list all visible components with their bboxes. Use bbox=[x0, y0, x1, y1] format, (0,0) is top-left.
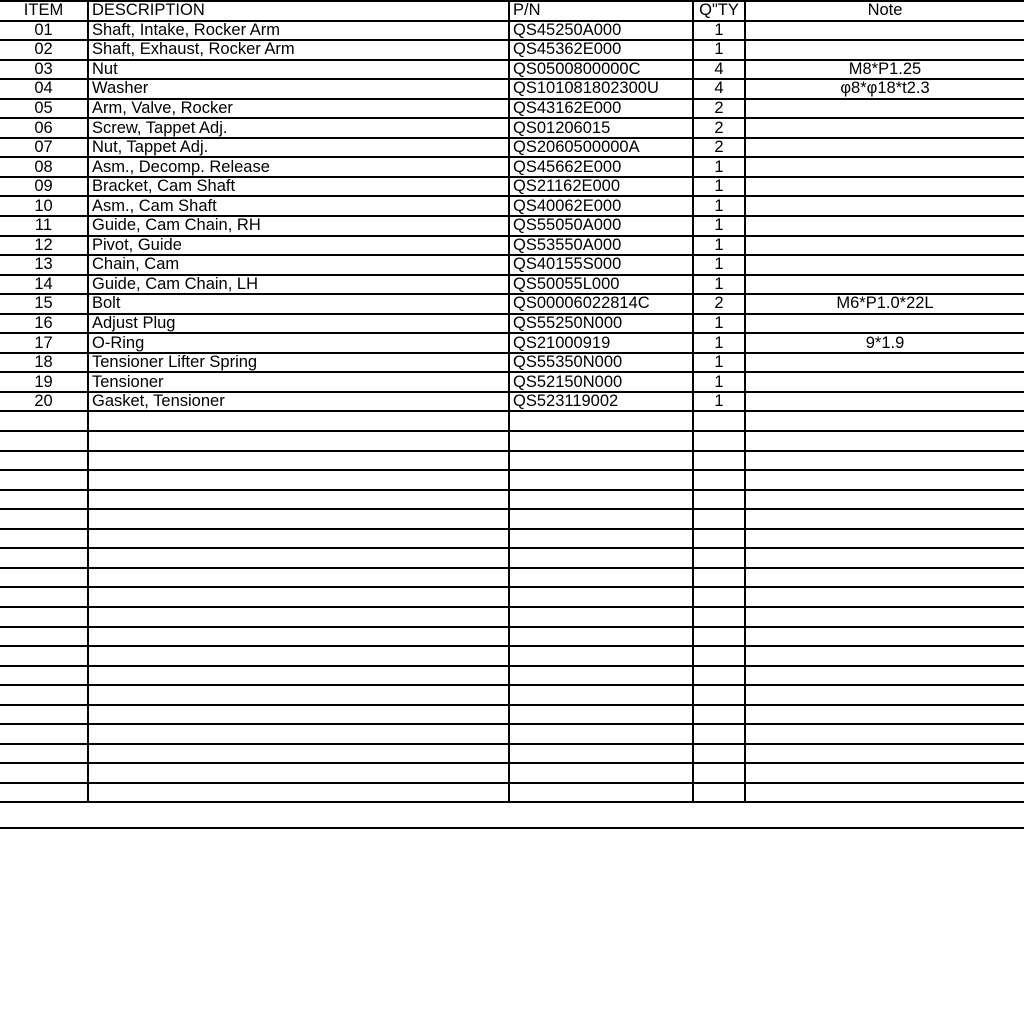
cell-description-empty bbox=[88, 646, 509, 666]
cell-quantity-empty bbox=[693, 529, 745, 549]
table-row bbox=[0, 40, 1024, 60]
header-note: Note bbox=[745, 1, 1024, 21]
header-part-number: P/N bbox=[509, 1, 693, 21]
cell-quantity-empty bbox=[693, 431, 745, 451]
cell-item: 13 bbox=[0, 255, 88, 275]
cell-item-empty bbox=[0, 431, 88, 451]
cell-note bbox=[745, 138, 1024, 158]
cell-quantity-empty bbox=[693, 470, 745, 490]
cell-quantity-empty bbox=[693, 587, 745, 607]
cell-description: Guide, Cam Chain, LH bbox=[88, 275, 509, 295]
cell-item-empty bbox=[0, 705, 88, 725]
empty-row bbox=[0, 529, 1024, 549]
cell-item: 06 bbox=[0, 118, 88, 138]
cell-note-empty bbox=[745, 470, 1024, 490]
cell-item: 01 bbox=[0, 21, 88, 41]
cell-quantity: 1 bbox=[693, 196, 745, 216]
cell-item: 09 bbox=[0, 177, 88, 197]
cell-quantity: 4 bbox=[693, 60, 745, 80]
cell-item: 11 bbox=[0, 216, 88, 236]
table-row bbox=[0, 21, 1024, 41]
cell-item-empty bbox=[0, 490, 88, 510]
cell-note bbox=[745, 275, 1024, 295]
cell-part-number: QS55350N000 bbox=[509, 353, 693, 373]
cell-item-empty bbox=[0, 646, 88, 666]
cell-description-empty bbox=[88, 587, 509, 607]
header-description: DESCRIPTION bbox=[88, 1, 509, 21]
cell-item-empty bbox=[0, 744, 88, 764]
cell-part-number-empty bbox=[509, 451, 693, 471]
cell-description: Nut, Tappet Adj. bbox=[88, 138, 509, 158]
cell-quantity: 2 bbox=[693, 99, 745, 119]
cell-item-empty bbox=[0, 587, 88, 607]
cell-description: Gasket, Tensioner bbox=[88, 392, 509, 412]
cell-part-number-empty bbox=[509, 607, 693, 627]
cell-part-number: QS55250N000 bbox=[509, 314, 693, 334]
cell-item: 17 bbox=[0, 333, 88, 353]
cell-quantity: 1 bbox=[693, 275, 745, 295]
cell-quantity-empty bbox=[693, 490, 745, 510]
empty-row bbox=[0, 744, 1024, 764]
table-row bbox=[0, 392, 1024, 412]
cell-note-empty bbox=[745, 431, 1024, 451]
cell-part-number-empty bbox=[509, 529, 693, 549]
cell-part-number-empty bbox=[509, 627, 693, 647]
cell-part-number-empty bbox=[509, 411, 693, 431]
table-row bbox=[0, 314, 1024, 334]
cell-quantity-empty bbox=[693, 568, 745, 588]
cell-part-number: QS53550A000 bbox=[509, 236, 693, 256]
cell-description: Screw, Tappet Adj. bbox=[88, 118, 509, 138]
cell-item: 19 bbox=[0, 372, 88, 392]
cell-item: 14 bbox=[0, 275, 88, 295]
cell-quantity: 1 bbox=[693, 157, 745, 177]
cell-part-number-empty bbox=[509, 705, 693, 725]
table-body bbox=[0, 21, 1024, 803]
cell-item-empty bbox=[0, 470, 88, 490]
cell-part-number-empty bbox=[509, 666, 693, 686]
cell-item: 16 bbox=[0, 314, 88, 334]
header-item: ITEM bbox=[0, 1, 88, 21]
empty-row bbox=[0, 705, 1024, 725]
cell-item-empty bbox=[0, 666, 88, 686]
cell-quantity: 2 bbox=[693, 294, 745, 314]
cell-part-number: QS21162E000 bbox=[509, 177, 693, 197]
cell-note bbox=[745, 353, 1024, 373]
cell-quantity: 1 bbox=[693, 236, 745, 256]
cell-description-empty bbox=[88, 724, 509, 744]
cell-description: Guide, Cam Chain, RH bbox=[88, 216, 509, 236]
cell-item: 05 bbox=[0, 99, 88, 119]
empty-row bbox=[0, 548, 1024, 568]
cell-description-empty bbox=[88, 783, 509, 803]
cell-quantity-empty bbox=[693, 411, 745, 431]
cell-description-empty bbox=[88, 411, 509, 431]
cell-quantity-empty bbox=[693, 724, 745, 744]
cell-quantity-empty bbox=[693, 705, 745, 725]
cell-note-empty bbox=[745, 568, 1024, 588]
cell-part-number-empty bbox=[509, 685, 693, 705]
table-row bbox=[0, 138, 1024, 158]
cell-part-number: QS21000919 bbox=[509, 333, 693, 353]
cell-note-empty bbox=[745, 587, 1024, 607]
cell-item: 02 bbox=[0, 40, 88, 60]
cell-description-empty bbox=[88, 744, 509, 764]
cell-part-number: QS40155S000 bbox=[509, 255, 693, 275]
empty-row bbox=[0, 411, 1024, 431]
table-row bbox=[0, 275, 1024, 295]
table-row bbox=[0, 79, 1024, 99]
table-row bbox=[0, 60, 1024, 80]
cell-description: Asm., Cam Shaft bbox=[88, 196, 509, 216]
cell-note-empty bbox=[745, 646, 1024, 666]
empty-row bbox=[0, 431, 1024, 451]
table-row bbox=[0, 196, 1024, 216]
cell-description-empty bbox=[88, 627, 509, 647]
cell-note-empty bbox=[745, 411, 1024, 431]
cell-description: Arm, Valve, Rocker bbox=[88, 99, 509, 119]
cell-note-empty bbox=[745, 685, 1024, 705]
cell-description: Bolt bbox=[88, 294, 509, 314]
table-row bbox=[0, 236, 1024, 256]
empty-row bbox=[0, 646, 1024, 666]
cell-quantity-empty bbox=[693, 744, 745, 764]
cell-quantity-empty bbox=[693, 783, 745, 803]
cell-quantity: 1 bbox=[693, 255, 745, 275]
empty-row bbox=[0, 509, 1024, 529]
cell-part-number-empty bbox=[509, 568, 693, 588]
cell-part-number-empty bbox=[509, 490, 693, 510]
cell-note bbox=[745, 255, 1024, 275]
cell-item-empty bbox=[0, 411, 88, 431]
cell-part-number-empty bbox=[509, 783, 693, 803]
empty-row bbox=[0, 666, 1024, 686]
cell-description-empty bbox=[88, 529, 509, 549]
cell-note-empty bbox=[745, 666, 1024, 686]
cell-item-empty bbox=[0, 724, 88, 744]
cell-item-empty bbox=[0, 451, 88, 471]
cell-quantity-empty bbox=[693, 607, 745, 627]
cell-item-empty bbox=[0, 783, 88, 803]
cell-part-number-empty bbox=[509, 548, 693, 568]
cell-quantity: 2 bbox=[693, 138, 745, 158]
cell-item: 12 bbox=[0, 236, 88, 256]
cell-quantity: 1 bbox=[693, 21, 745, 41]
cell-note bbox=[745, 216, 1024, 236]
cell-description: Chain, Cam bbox=[88, 255, 509, 275]
cell-description-empty bbox=[88, 509, 509, 529]
cell-item: 10 bbox=[0, 196, 88, 216]
empty-row bbox=[0, 685, 1024, 705]
cell-note bbox=[745, 392, 1024, 412]
table-row bbox=[0, 353, 1024, 373]
cell-part-number-empty bbox=[509, 744, 693, 764]
cell-note-empty bbox=[745, 705, 1024, 725]
cell-part-number: QS55050A000 bbox=[509, 216, 693, 236]
cell-quantity: 1 bbox=[693, 216, 745, 236]
cell-note bbox=[745, 21, 1024, 41]
cell-description: O-Ring bbox=[88, 333, 509, 353]
cell-quantity: 1 bbox=[693, 40, 745, 60]
empty-row bbox=[0, 568, 1024, 588]
cell-item: 08 bbox=[0, 157, 88, 177]
empty-row bbox=[0, 763, 1024, 783]
header-quantity: Q"TY bbox=[693, 1, 745, 21]
cell-quantity: 1 bbox=[693, 392, 745, 412]
cell-note-empty bbox=[745, 724, 1024, 744]
cell-item-empty bbox=[0, 685, 88, 705]
cell-part-number: QS50055L000 bbox=[509, 275, 693, 295]
cell-description-empty bbox=[88, 607, 509, 627]
cell-item-empty bbox=[0, 509, 88, 529]
cell-part-number: QS45662E000 bbox=[509, 157, 693, 177]
cell-quantity-empty bbox=[693, 627, 745, 647]
cell-description-empty bbox=[88, 490, 509, 510]
bottom-divider bbox=[0, 827, 1024, 829]
cell-item: 03 bbox=[0, 60, 88, 80]
cell-note bbox=[745, 314, 1024, 334]
cell-note bbox=[745, 40, 1024, 60]
empty-row bbox=[0, 470, 1024, 490]
cell-note-empty bbox=[745, 744, 1024, 764]
cell-item-empty bbox=[0, 607, 88, 627]
cell-note: 9*1.9 bbox=[745, 333, 1024, 353]
cell-part-number-empty bbox=[509, 431, 693, 451]
table-row bbox=[0, 372, 1024, 392]
cell-description: Shaft, Intake, Rocker Arm bbox=[88, 21, 509, 41]
cell-description: Bracket, Cam Shaft bbox=[88, 177, 509, 197]
cell-part-number-empty bbox=[509, 646, 693, 666]
cell-part-number-empty bbox=[509, 763, 693, 783]
cell-note bbox=[745, 196, 1024, 216]
cell-item: 15 bbox=[0, 294, 88, 314]
cell-note-empty bbox=[745, 627, 1024, 647]
cell-item-empty bbox=[0, 529, 88, 549]
cell-part-number-empty bbox=[509, 509, 693, 529]
cell-quantity-empty bbox=[693, 548, 745, 568]
cell-description: Asm., Decomp. Release bbox=[88, 157, 509, 177]
cell-note: M8*P1.25 bbox=[745, 60, 1024, 80]
cell-quantity: 1 bbox=[693, 333, 745, 353]
cell-note bbox=[745, 118, 1024, 138]
cell-part-number: QS2060500000A bbox=[509, 138, 693, 158]
cell-description-empty bbox=[88, 705, 509, 725]
cell-description: Washer bbox=[88, 79, 509, 99]
table-row bbox=[0, 333, 1024, 353]
cell-note-empty bbox=[745, 783, 1024, 803]
cell-description: Tensioner bbox=[88, 372, 509, 392]
cell-part-number: QS52150N000 bbox=[509, 372, 693, 392]
table-row bbox=[0, 99, 1024, 119]
cell-item: 04 bbox=[0, 79, 88, 99]
cell-part-number-empty bbox=[509, 587, 693, 607]
cell-item: 18 bbox=[0, 353, 88, 373]
cell-note-empty bbox=[745, 490, 1024, 510]
cell-quantity: 2 bbox=[693, 118, 745, 138]
cell-quantity-empty bbox=[693, 646, 745, 666]
cell-item: 20 bbox=[0, 392, 88, 412]
cell-description: Pivot, Guide bbox=[88, 236, 509, 256]
cell-quantity-empty bbox=[693, 451, 745, 471]
cell-item-empty bbox=[0, 627, 88, 647]
header-row bbox=[0, 1, 1024, 21]
empty-row bbox=[0, 783, 1024, 803]
cell-description: Adjust Plug bbox=[88, 314, 509, 334]
table-row bbox=[0, 118, 1024, 138]
cell-item-empty bbox=[0, 763, 88, 783]
cell-note bbox=[745, 372, 1024, 392]
cell-note bbox=[745, 99, 1024, 119]
cell-note bbox=[745, 236, 1024, 256]
cell-note-empty bbox=[745, 529, 1024, 549]
cell-description: Shaft, Exhaust, Rocker Arm bbox=[88, 40, 509, 60]
cell-quantity: 1 bbox=[693, 314, 745, 334]
cell-part-number-empty bbox=[509, 724, 693, 744]
cell-item-empty bbox=[0, 568, 88, 588]
cell-description-empty bbox=[88, 763, 509, 783]
cell-item-empty bbox=[0, 548, 88, 568]
empty-row bbox=[0, 587, 1024, 607]
cell-part-number: QS523119002 bbox=[509, 392, 693, 412]
table-row bbox=[0, 177, 1024, 197]
cell-part-number: QS101081802300U bbox=[509, 79, 693, 99]
cell-part-number: QS01206015 bbox=[509, 118, 693, 138]
cell-note-empty bbox=[745, 763, 1024, 783]
cell-quantity: 1 bbox=[693, 372, 745, 392]
cell-note-empty bbox=[745, 451, 1024, 471]
cell-note bbox=[745, 157, 1024, 177]
cell-quantity: 4 bbox=[693, 79, 745, 99]
empty-row bbox=[0, 607, 1024, 627]
cell-note: M6*P1.0*22L bbox=[745, 294, 1024, 314]
cell-note-empty bbox=[745, 509, 1024, 529]
cell-description-empty bbox=[88, 666, 509, 686]
cell-description-empty bbox=[88, 548, 509, 568]
cell-description-empty bbox=[88, 685, 509, 705]
cell-part-number: QS00006022814C bbox=[509, 294, 693, 314]
cell-quantity-empty bbox=[693, 666, 745, 686]
cell-part-number-empty bbox=[509, 470, 693, 490]
empty-row bbox=[0, 451, 1024, 471]
cell-description-empty bbox=[88, 431, 509, 451]
cell-note-empty bbox=[745, 548, 1024, 568]
cell-note bbox=[745, 177, 1024, 197]
cell-item: 07 bbox=[0, 138, 88, 158]
cell-quantity: 1 bbox=[693, 177, 745, 197]
cell-quantity-empty bbox=[693, 509, 745, 529]
cell-part-number: QS0500800000C bbox=[509, 60, 693, 80]
table-row bbox=[0, 294, 1024, 314]
cell-description: Tensioner Lifter Spring bbox=[88, 353, 509, 373]
cell-part-number: QS45362E000 bbox=[509, 40, 693, 60]
cell-quantity-empty bbox=[693, 763, 745, 783]
cell-part-number: QS40062E000 bbox=[509, 196, 693, 216]
cell-description-empty bbox=[88, 451, 509, 471]
empty-row bbox=[0, 724, 1024, 744]
cell-note: φ8*φ18*t2.3 bbox=[745, 79, 1024, 99]
table-row bbox=[0, 255, 1024, 275]
table-row bbox=[0, 216, 1024, 236]
cell-quantity-empty bbox=[693, 685, 745, 705]
empty-row bbox=[0, 490, 1024, 510]
cell-quantity: 1 bbox=[693, 353, 745, 373]
cell-part-number: QS43162E000 bbox=[509, 99, 693, 119]
cell-note-empty bbox=[745, 607, 1024, 627]
cell-description-empty bbox=[88, 470, 509, 490]
cell-description-empty bbox=[88, 568, 509, 588]
cell-description: Nut bbox=[88, 60, 509, 80]
empty-row bbox=[0, 627, 1024, 647]
cell-part-number: QS45250A000 bbox=[509, 21, 693, 41]
table-row bbox=[0, 157, 1024, 177]
